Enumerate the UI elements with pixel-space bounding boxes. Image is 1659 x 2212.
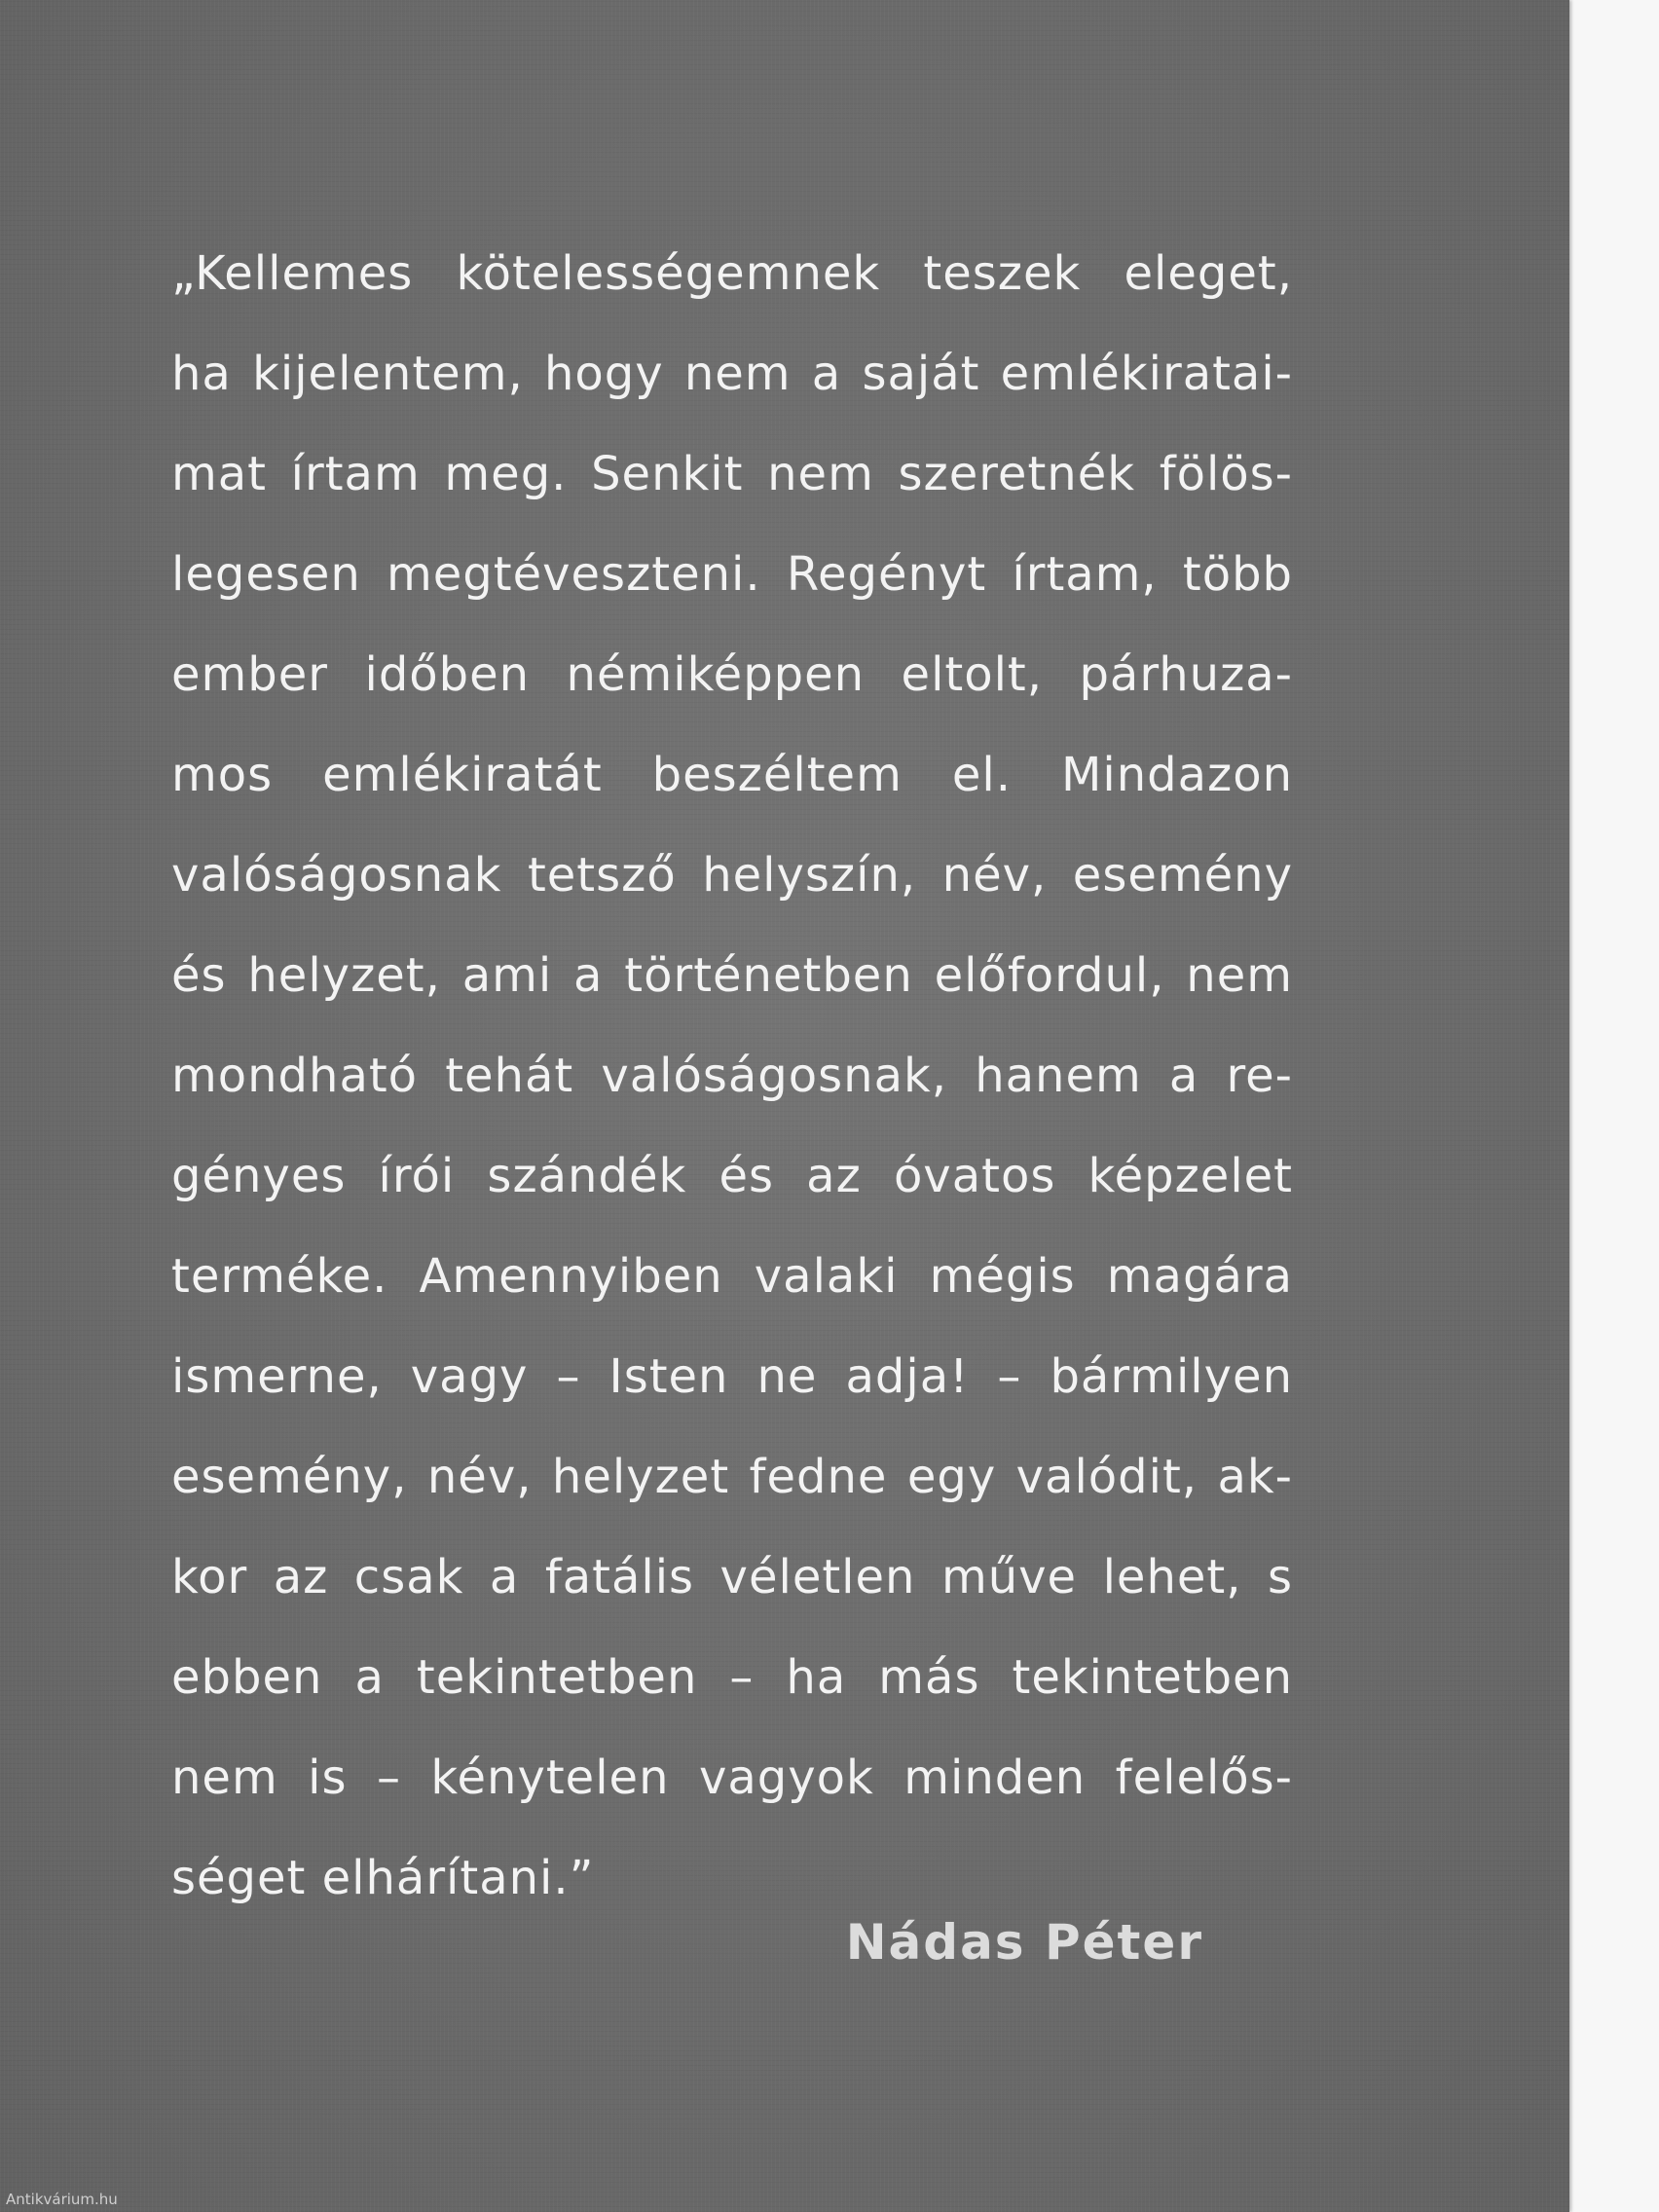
- author-name: Nádas Péter: [845, 1914, 1203, 1971]
- quote-line: ebben a tekintetben – ha más tekintetben: [171, 1650, 1293, 1705]
- quote-line: valóságosnak tetsző helyszín, név, esemény: [171, 848, 1293, 903]
- quote-line: legesen megtéveszteni. Regényt írtam, több: [171, 547, 1293, 602]
- quote-line: ha kijelentem, hogy nem a saját emlékiratai-: [171, 347, 1293, 401]
- watermark: Antikvárium.hu: [6, 2191, 118, 2208]
- quote-line: gényes írói szándék és az óvatos képzelet: [171, 1149, 1293, 1203]
- quote-text: [171, 224, 1293, 1929]
- quote-line: kor az csak a fatális véletlen műve lehet, s: [171, 1550, 1293, 1604]
- quote-line: nem is – kénytelen vagyok minden felelős-: [171, 1751, 1293, 1805]
- quote-line: esemény, név, helyzet fedne egy valódit, ak-: [171, 1450, 1293, 1504]
- quote-line: terméke. Amennyiben valaki mégis magára: [171, 1249, 1293, 1304]
- quote-line: mondható tehát valóságosnak, hanem a re-: [171, 1049, 1293, 1103]
- quote-line: „Kellemes kötelességemnek teszek eleget,: [171, 246, 1293, 301]
- quote-line: ember időben némiképpen eltolt, párhuza-: [171, 647, 1293, 702]
- quote-line: mos emlékiratát beszéltem el. Mindazon: [171, 748, 1293, 802]
- quote-line: séget elhárítani.”: [171, 1851, 595, 1905]
- quote-line: mat írtam meg. Senkit nem szeretnék fölös-: [171, 447, 1293, 501]
- quote-line: és helyzet, ami a történetben előfordul, nem: [171, 948, 1293, 1003]
- quote-line: ismerne, vagy – Isten ne adja! – bármilyen: [171, 1349, 1293, 1404]
